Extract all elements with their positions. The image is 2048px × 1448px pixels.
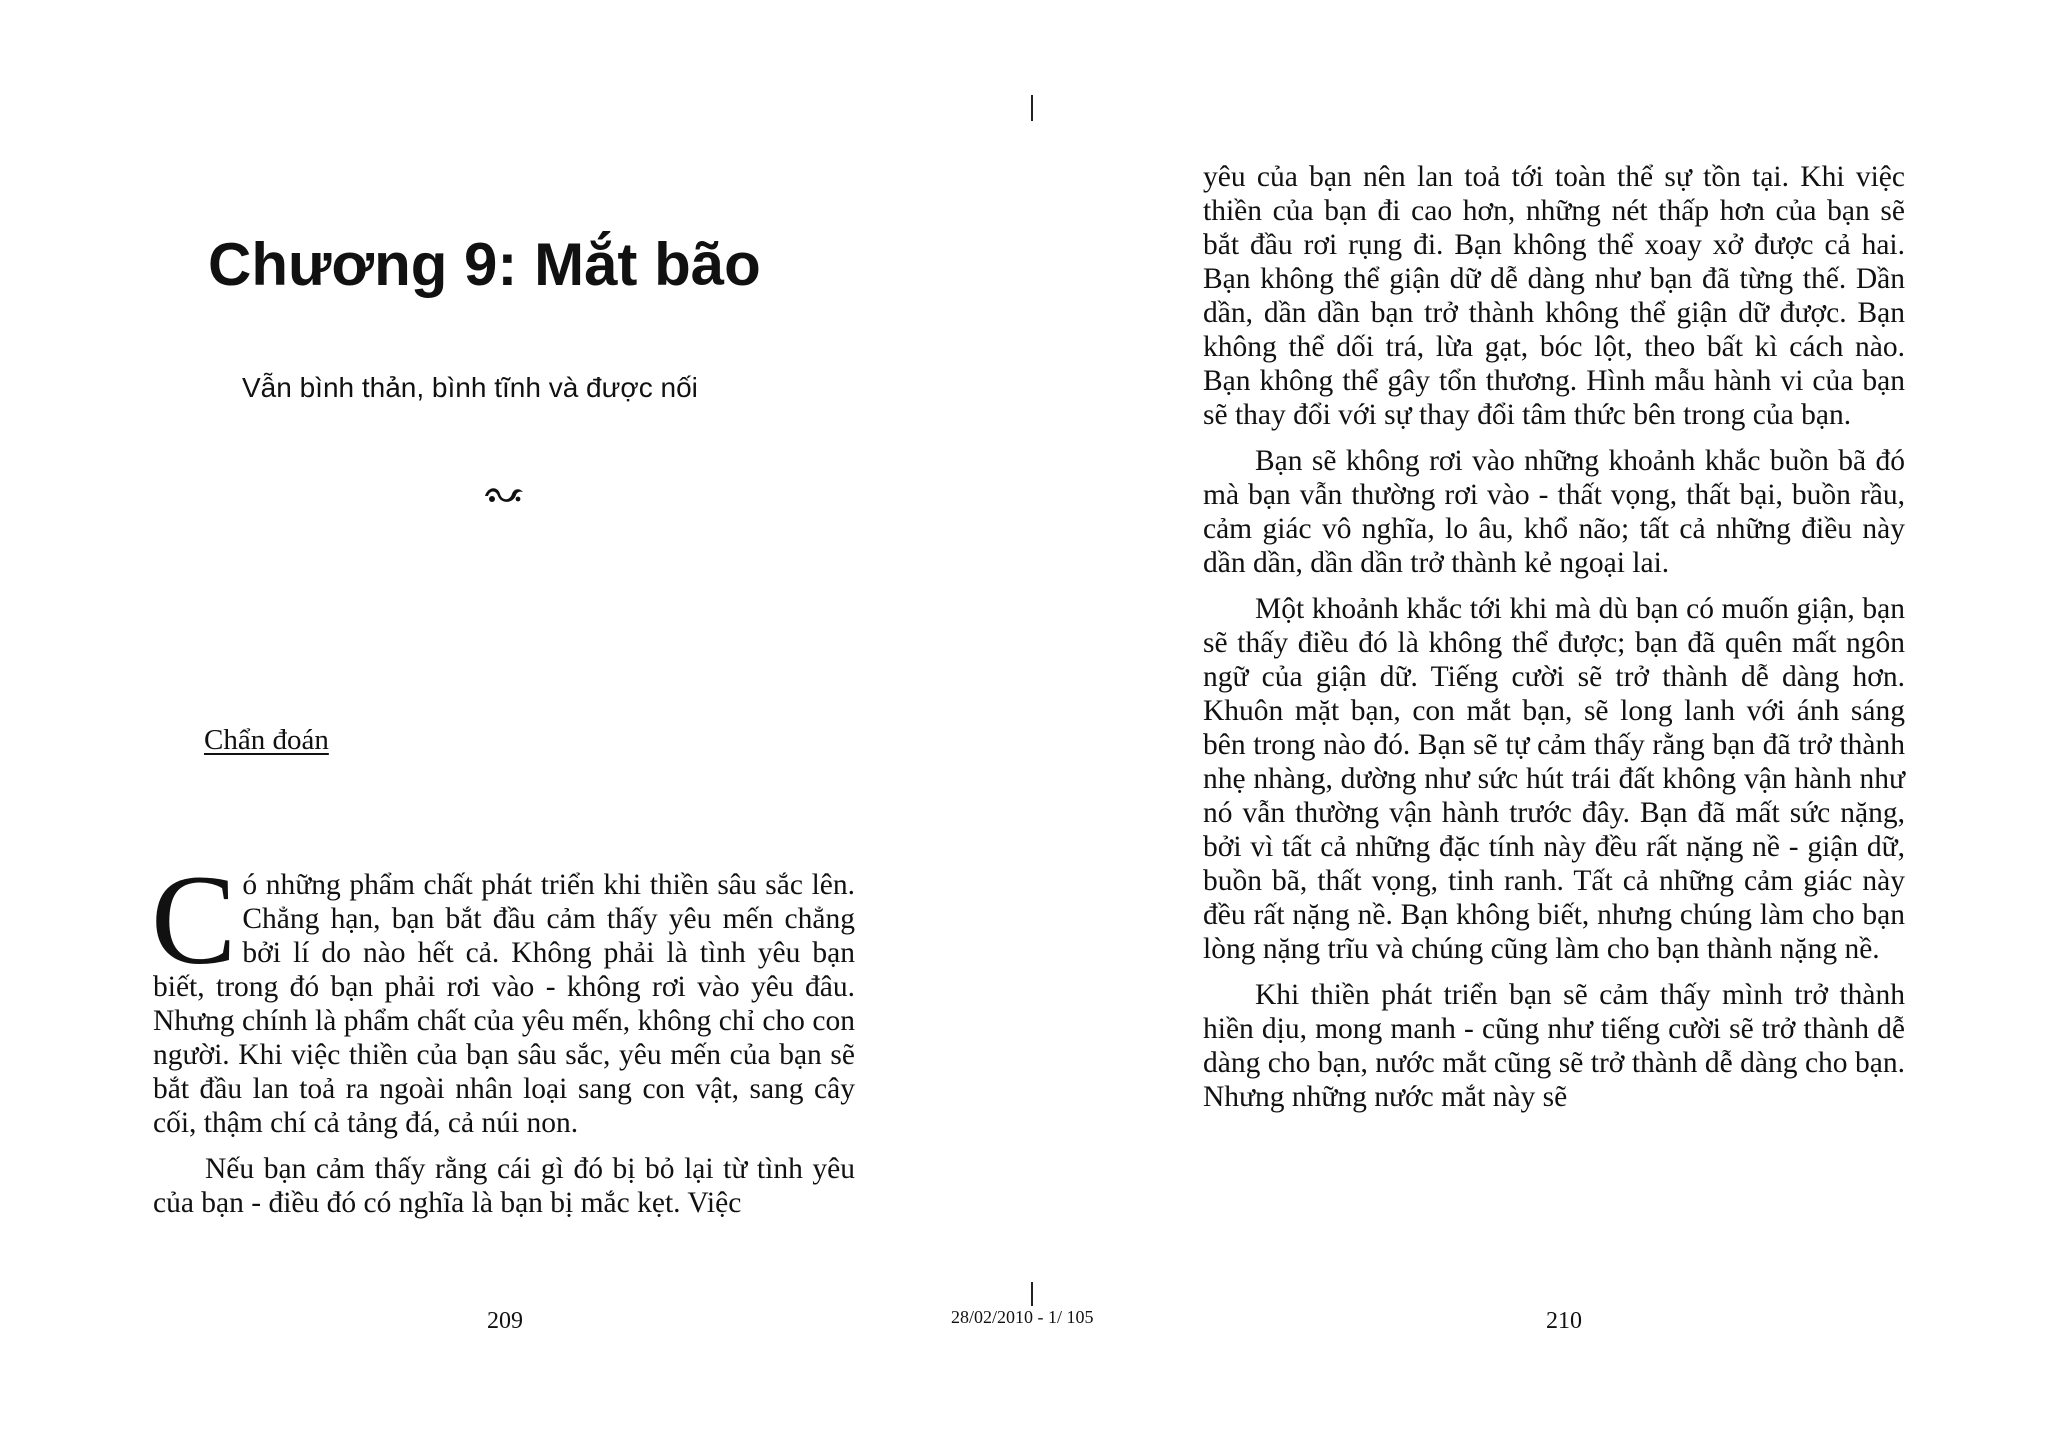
footer-stamp: 28/02/2010 - 1/ 105: [951, 1307, 1094, 1327]
gutter-mark-bottom: [1031, 1282, 1033, 1306]
left-column: [151, 849, 855, 1232]
section-heading: Chẩn đoán: [204, 724, 329, 756]
page-number-right: 210: [1546, 1308, 1582, 1334]
paragraph: Một khoảnh khắc tới khi mà dù bạn có muốn giận, bạn sẽ thấy điều đó là không thể được; bạn đã quên mất ngôn ngữ của giận dữ. Tiếng cười sẽ trở thành dễ dàng hơn. Khuôn mặt bạn, con mắt bạn, sẽ long lanh với ánh sáng bên trong nào đó. Bạn sẽ tự cảm thấy rằng bạn đã trở thành nhẹ nhàng, dường như sức hút trái đất không vận hành như nó vẫn thường vận hành trước đây. Bạn đã mất sức nặng, bởi vì tất cả những đặc tính này đều rất nặng nề - giận dữ, buồn bã, thất vọng, tinh ranh. Tất cả những cảm giác này đều rất nặng nề. Bạn không biết, nhưng chúng làm cho bạn lòng nặng trĩu và chúng cũng làm cho bạn thành nặng nề.: [1203, 593, 1905, 965]
paragraph: Bạn sẽ không rơi vào những khoảnh khắc buồn bã đó mà bạn vẫn thường rơi vào - thất vọng, thất bại, buồn rầu, cảm giác vô nghĩa, lo âu, khổ não; tất cả những điều này dần dần, dần dần trở thành kẻ ngoại lai.: [1203, 445, 1905, 579]
chapter-subtitle: Vẫn bình thản, bình tĩnh và được nối: [242, 372, 698, 403]
paragraph: Nếu bạn cảm thấy rằng cái gì đó bị bỏ lại từ tình yêu của bạn - điều đó có nghĩa là bạn bị mắc kẹt. Việc: [153, 1153, 855, 1219]
chapter-title: Chương 9: Mắt bão: [208, 231, 761, 298]
paragraph-text: ó những phẩm chất phát triển khi thiền sâu sắc lên. Chẳng hạn, bạn bắt đầu cảm thấy yêu mến chẳng bởi lí do nào hết cả. Không phải là tình yêu bạn biết, trong đó bạn phải rơi vào - không rơi vào yêu đâu. Nhưng chính là phẩm chất của yêu mến, không chỉ cho con người. Khi việc thiền của bạn sâu sắc, yêu mến của bạn sẽ bắt đầu lan toả ra ngoài nhân loại sang con vật, sang cây cối, thậm chí cả tảng đá, cả núi non.: [153, 869, 855, 1139]
paragraph: Khi thiền phát triển bạn sẽ cảm thấy mình trở thành hiền dịu, mong manh - cũng như tiếng cười sẽ trở thành dễ dàng cho bạn, nước mắt cũng sẽ trở thành dễ dàng cho bạn. Nhưng những nước mắt này sẽ: [1203, 979, 1905, 1113]
dropcap: C: [151, 849, 237, 991]
gutter-mark-top: [1031, 95, 1033, 121]
paragraph: yêu của bạn nên lan toả tới toàn thể sự tồn tại. Khi việc thiền của bạn đi cao hơn, những nét thấp hơn của bạn sẽ bắt đầu rơi rụng đi. Bạn không thể xoay xở được cả hai. Bạn không thể giận dữ dễ dàng như bạn đã từng thế. Dần dần, dần dần bạn trở thành không thể giận dữ được. Bạn không thể dối trá, lừa gạt, bóc lột, theo bất kì cách nào. Bạn không thể gây tổn thương. Hình mẫu hành vi của bạn sẽ thay đổi với sự thay đổi tâm thức bên trong của bạn.: [1203, 161, 1905, 431]
paragraph: [151, 849, 855, 1140]
right-column: [1203, 160, 1905, 1126]
fleuron-ornament-icon: [482, 482, 526, 506]
page-number-left: 209: [487, 1308, 523, 1334]
